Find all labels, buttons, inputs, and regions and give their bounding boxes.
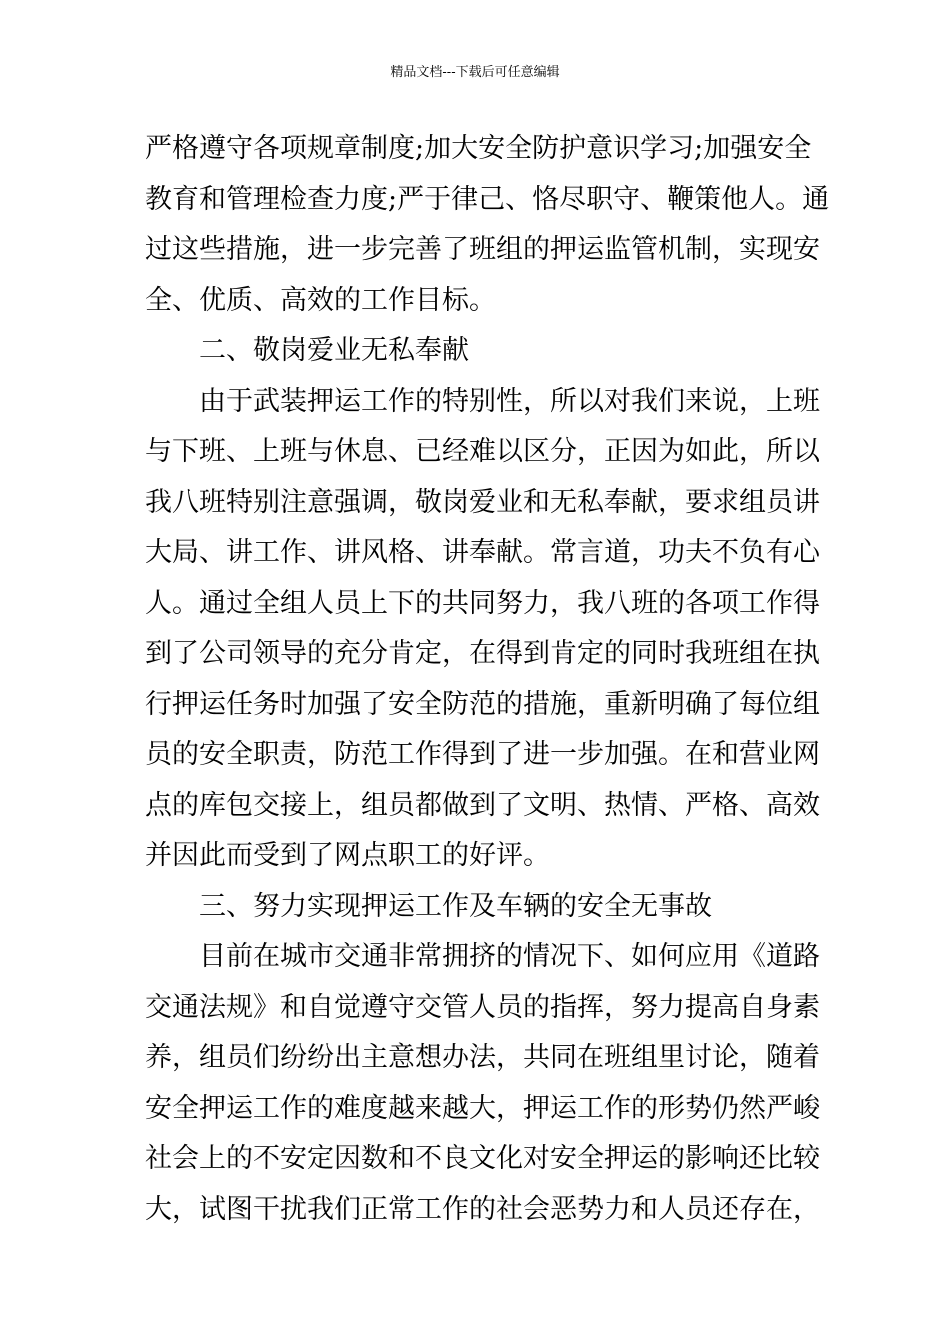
text-line: 大，试图干扰我们正常工作的社会恶势力和人员还存在， xyxy=(145,1193,820,1225)
text-line: 到了公司领导的充分肯定，在得到肯定的同时我班组在执 xyxy=(145,638,820,669)
text-line: 与下班、上班与休息、已经难以区分，正因为如此，所以 xyxy=(145,436,820,467)
text-line: 交通法规》和自觉遵守交管人员的指挥，努力提高自身素 xyxy=(145,991,820,1023)
text-line: 全、优质、高效的工作目标。 xyxy=(145,284,496,316)
text-line: 过这些措施，进一步完善了班组的押运监管机制，实现安 xyxy=(145,234,820,265)
text-line: 大局、讲工作、讲风格、讲奉献。常言道，功夫不负有心 xyxy=(145,537,820,568)
text-line: 人。通过全组人员上下的共同努力，我八班的各项工作得 xyxy=(145,587,820,619)
document-body xyxy=(145,124,830,1235)
text-line: 严格遵守各项规章制度;加大安全防护意识学习;加强安全 xyxy=(145,133,812,164)
text-line: 行押运任务时加强了安全防范的措施，重新明确了每位组 xyxy=(145,688,820,720)
text-line: 员的安全职责，防范工作得到了进一步加强。在和营业网 xyxy=(145,739,820,770)
text-line: 我八班特别注意强调，敬岗爱业和无私奉献，要求组员讲 xyxy=(145,486,820,518)
text-line: 社会上的不安定因数和不良文化对安全押运的影响还比较 xyxy=(145,1143,820,1174)
text-line: 并因此而受到了网点职工的好评。 xyxy=(145,840,550,871)
text-line: 由于武装押运工作的特别性，所以对我们来说，上班 xyxy=(199,385,820,417)
text-line: 养，组员们纷纷出主意想办法，共同在班组里讨论，随着 xyxy=(145,1042,820,1073)
section-heading: 三、努力实现押运工作及车辆的安全无事故 xyxy=(199,890,712,922)
text-line: 目前在城市交通非常拥挤的情况下、如何应用《道路 xyxy=(199,941,820,972)
page-header: 精品文档---下载后可任意编辑 xyxy=(390,65,560,80)
text-line: 点的库包交接上，组员都做到了文明、热情、严格、高效 xyxy=(145,789,820,821)
section-heading: 二、敬岗爱业无私奉献 xyxy=(199,335,469,366)
text-line: 教育和管理检查力度;严于律己、恪尽职守、鞭策他人。通 xyxy=(145,183,830,215)
text-line: 安全押运工作的难度越来越大，押运工作的形势仍然严峻 xyxy=(145,1092,820,1124)
